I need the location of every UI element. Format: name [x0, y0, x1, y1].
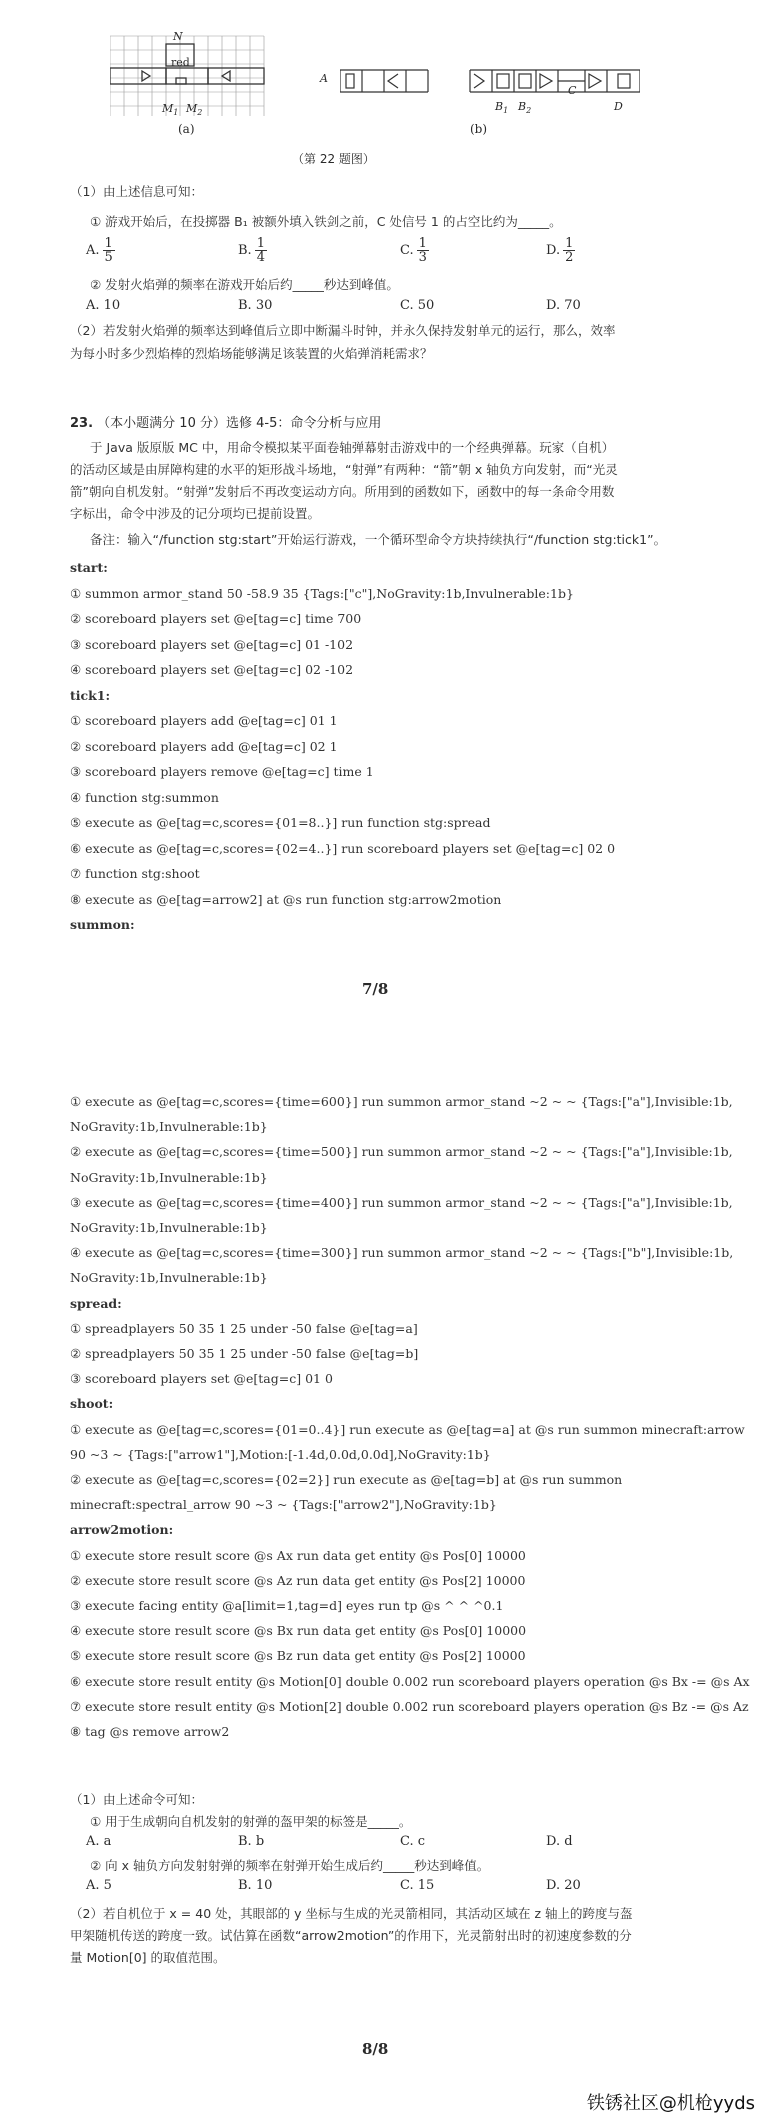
code-line-p1-12: ⑦ function stg:shoot: [70, 866, 200, 881]
code-line-p2-14: 90 ~3 ~ {Tags:["arrow1"],Motion:[-1.4d,0.0d,0.0d],NoGravity:1b}: [70, 1446, 491, 1462]
q23-part2-line3: 量 Motion[0] 的取值范围。: [70, 1950, 226, 1965]
code-line-p2-25: ⑧ tag @s remove arrow2: [70, 1724, 230, 1739]
fig-a-label-red: red: [171, 56, 190, 69]
q23-choice1-b: B. b: [238, 1834, 265, 1849]
q22-sub1: ① 游戏开始后，在投掷器 B₁ 被额外填入铁剑之前，C 处信号 1 的占空比约为_____。: [90, 214, 562, 229]
code-line-p2-7: NoGravity:1b,Invulnerable:1b}: [70, 1270, 268, 1286]
q23-heading: 23. （本小题满分 10 分）选修 4-5：命令分析与应用: [70, 416, 382, 431]
code-line-p2-3: NoGravity:1b,Invulnerable:1b}: [70, 1169, 268, 1185]
code-line-p1-11: ⑥ execute as @e[tag=c,scores={02=4..}] run scoreboard players set @e[tag=c] 02 0: [70, 840, 616, 856]
fig-b-label-a: A: [320, 72, 328, 85]
q23-choice1-c: C. c: [400, 1834, 426, 1849]
code-line-p2-10: ② spreadplayers 50 35 1 25 under -50 false @e[tag=b]: [70, 1346, 419, 1361]
q22-choice2-c: C. 50: [400, 298, 435, 313]
code-line-p1-0: start:: [70, 560, 108, 575]
code-line-p1-4: ④ scoreboard players set @e[tag=c] 02 -102: [70, 662, 354, 677]
q22-choice2-a: A. 10: [86, 298, 121, 313]
page-number-8: 8/8: [362, 2040, 389, 2058]
code-line-p2-1: NoGravity:1b,Invulnerable:1b}: [70, 1119, 268, 1135]
code-line-p1-5: tick1:: [70, 687, 111, 703]
fig-a-label-m2: $M_2$: [186, 102, 203, 118]
code-line-p2-20: ③ execute facing entity @a[limit=1,tag=d] eyes run tp @s ^ ^ ^0.1: [70, 1598, 504, 1613]
q23-intro-2: 的活动区域是由屏障构建的水平的矩形战斗场地，“射弹”有两种：“箭”朝 x 轴负方向发射，而“光灵: [70, 462, 618, 477]
code-line-p1-1: ① summon armor_stand 50 -58.9 35 {Tags:["c"],NoGravity:1b,Invulnerable:1b}: [70, 585, 574, 601]
code-line-p2-11: ③ scoreboard players set @e[tag=c] 01 0: [70, 1371, 333, 1387]
fig-b-label-c: C: [568, 84, 577, 97]
code-line-p2-2: ② execute as @e[tag=c,scores={time=500}] run summon armor_stand ~2 ~ ~ {Tags:["a"],Invisible:1b,: [70, 1144, 733, 1160]
code-line-p1-7: ② scoreboard players add @e[tag=c] 02 1: [70, 738, 338, 754]
q23-sub1: ① 用于生成朝向自机发射的射弹的盔甲架的标签是_____。: [90, 1814, 412, 1829]
q23-part1-intro: （1）由上述命令可知：: [70, 1792, 203, 1807]
q23-part2-line2: 甲架随机传送的跨度一致。试估算在函数“arrow2motion”的作用下，光灵箭射出时的初速度参数的分: [70, 1928, 632, 1943]
q22-choice2-d: D. 70: [546, 298, 581, 313]
q22-part2-line2: 为每小时多少烈焰棒的烈焰场能够满足该装置的火焰弹消耗需求？: [70, 346, 433, 361]
q23-intro-4: 字标出，命令中涉及的记分项均已提前设置。: [70, 506, 321, 521]
q23-choice2-c: C. 15: [400, 1878, 435, 1893]
q23-choice1-a: A. a: [86, 1834, 112, 1849]
code-line-p2-9: ① spreadplayers 50 35 1 25 under -50 false @e[tag=a]: [70, 1320, 418, 1336]
code-line-p2-8: spread:: [70, 1295, 122, 1311]
figure-caption: （第 22 题图）: [292, 152, 375, 166]
code-line-p2-12: shoot:: [70, 1396, 114, 1412]
q23-sub2: ② 向 x 轴负方向发射射弹的频率在射弹开始生成后约_____秒达到峰值。: [90, 1858, 490, 1873]
code-line-p1-2: ② scoreboard players set @e[tag=c] time 700: [70, 611, 362, 626]
q22-choice1-c: C. $\frac{1}{3}$: [400, 236, 427, 265]
code-line-p2-5: NoGravity:1b,Invulnerable:1b}: [70, 1220, 268, 1235]
code-line-p2-22: ⑤ execute store result score @s Bz run data get entity @s Pos[2] 10000: [70, 1648, 526, 1664]
q23-intro-3: 箭”朝向自机发射。“射弹”发射后不再改变运动方向。所用到的函数如下，函数中的每一条命令用数: [70, 484, 615, 499]
code-line-p1-8: ③ scoreboard players remove @e[tag=c] time 1: [70, 764, 374, 779]
code-line-p2-19: ② execute store result score @s Az run data get entity @s Pos[2] 10000: [70, 1572, 526, 1588]
fig-b-label-b2: $B_2$: [518, 100, 532, 116]
fig-b-label-b1: $B_1$: [495, 100, 509, 116]
fig-a-caption: (a): [178, 122, 195, 136]
code-line-p2-18: ① execute store result score @s Ax run data get entity @s Pos[0] 10000: [70, 1547, 526, 1563]
q23-choice2-b: B. 10: [238, 1878, 273, 1893]
q23-intro-1: 于 Java 版原版 MC 中，用命令模拟某平面卷轴弹幕射击游戏中的一个经典弹幕。玩家（自机）: [90, 440, 615, 455]
q23-choice2-a: A. 5: [86, 1878, 112, 1893]
q22-part1-intro: （1）由上述信息可知：: [70, 184, 203, 199]
code-line-p1-3: ③ scoreboard players set @e[tag=c] 01 -102: [70, 636, 354, 652]
q23-choice1-d: D. d: [546, 1834, 573, 1849]
code-line-p1-13: ⑧ execute as @e[tag=arrow2] at @s run function stg:arrow2motion: [70, 891, 502, 907]
fig-b-label-d: D: [614, 100, 623, 113]
code-line-p1-9: ④ function stg:summon: [70, 789, 219, 805]
code-line-p2-13: ① execute as @e[tag=c,scores={01=0..4}] run execute as @e[tag=a] at @s run summon minecraft:arrow: [70, 1421, 745, 1437]
fig-a-label-n: N: [173, 30, 183, 43]
code-line-p2-15: ② execute as @e[tag=c,scores={02=2}] run execute as @e[tag=b] at @s run summon: [70, 1472, 623, 1487]
code-line-p1-14: summon:: [70, 917, 135, 932]
code-line-p2-4: ③ execute as @e[tag=c,scores={time=400}] run summon armor_stand ~2 ~ ~ {Tags:["a"],Invisible:1b,: [70, 1194, 733, 1210]
code-line-p2-6: ④ execute as @e[tag=c,scores={time=300}] run summon armor_stand ~2 ~ ~ {Tags:["b"],Invisible:1b,: [70, 1245, 734, 1261]
q22-sub2: ② 发射火焰弹的频率在游戏开始后约_____秒达到峰值。: [90, 277, 399, 292]
code-line-p2-16: minecraft:spectral_arrow 90 ~3 ~ {Tags:["arrow2"],NoGravity:1b}: [70, 1497, 497, 1513]
watermark: 铁锈社区@机枪yyds: [586, 2093, 755, 2114]
q22-choice1-b: B. $\frac{1}{4}$: [238, 236, 265, 265]
q23-note: 备注：输入“/function stg:start”开始运行游戏，一个循环型命令方块持续执行“/function stg:tick1”。: [90, 532, 667, 547]
code-line-p1-6: ① scoreboard players add @e[tag=c] 01 1: [70, 713, 338, 728]
code-line-p2-21: ④ execute store result score @s Bx run data get entity @s Pos[0] 10000: [70, 1623, 527, 1639]
q22-choice1-a: A. $\frac{1}{5}$: [86, 236, 113, 265]
fig-b-caption: (b): [470, 122, 488, 136]
q22-choice1-d: D. $\frac{1}{2}$: [546, 236, 574, 265]
code-line-p2-0: ① execute as @e[tag=c,scores={time=600}] run summon armor_stand ~2 ~ ~ {Tags:["a"],Invisible:1b,: [70, 1094, 733, 1109]
code-line-p2-17: arrow2motion:: [70, 1522, 174, 1538]
page-number-7: 7/8: [362, 980, 389, 998]
code-line-p2-24: ⑦ execute store result entity @s Motion[2] double 0.002 run scoreboard players operation @s Bz -= @s Az: [70, 1698, 749, 1714]
figure-b: [340, 60, 640, 100]
q22-choice2-b: B. 30: [238, 298, 273, 313]
q23-part2-line1: （2）若自机位于 x = 40 处，其眼部的 y 坐标与生成的光灵箭相同，其活动区域在 z 轴上的跨度与盔: [70, 1906, 633, 1921]
q22-part2-line1: （2）若发射火焰弹的频率达到峰值后立即中断漏斗时钟，并永久保持发射单元的运行，那么，效率: [70, 323, 616, 338]
fig-a-label-m1: $M_1$: [162, 102, 179, 118]
q23-choice2-d: D. 20: [546, 1878, 581, 1893]
code-line-p1-10: ⑤ execute as @e[tag=c,scores={01=8..}] run function stg:spread: [70, 815, 491, 830]
code-line-p2-23: ⑥ execute store result entity @s Motion[0] double 0.002 run scoreboard players operation @s Bx -= @s Ax: [70, 1673, 750, 1689]
